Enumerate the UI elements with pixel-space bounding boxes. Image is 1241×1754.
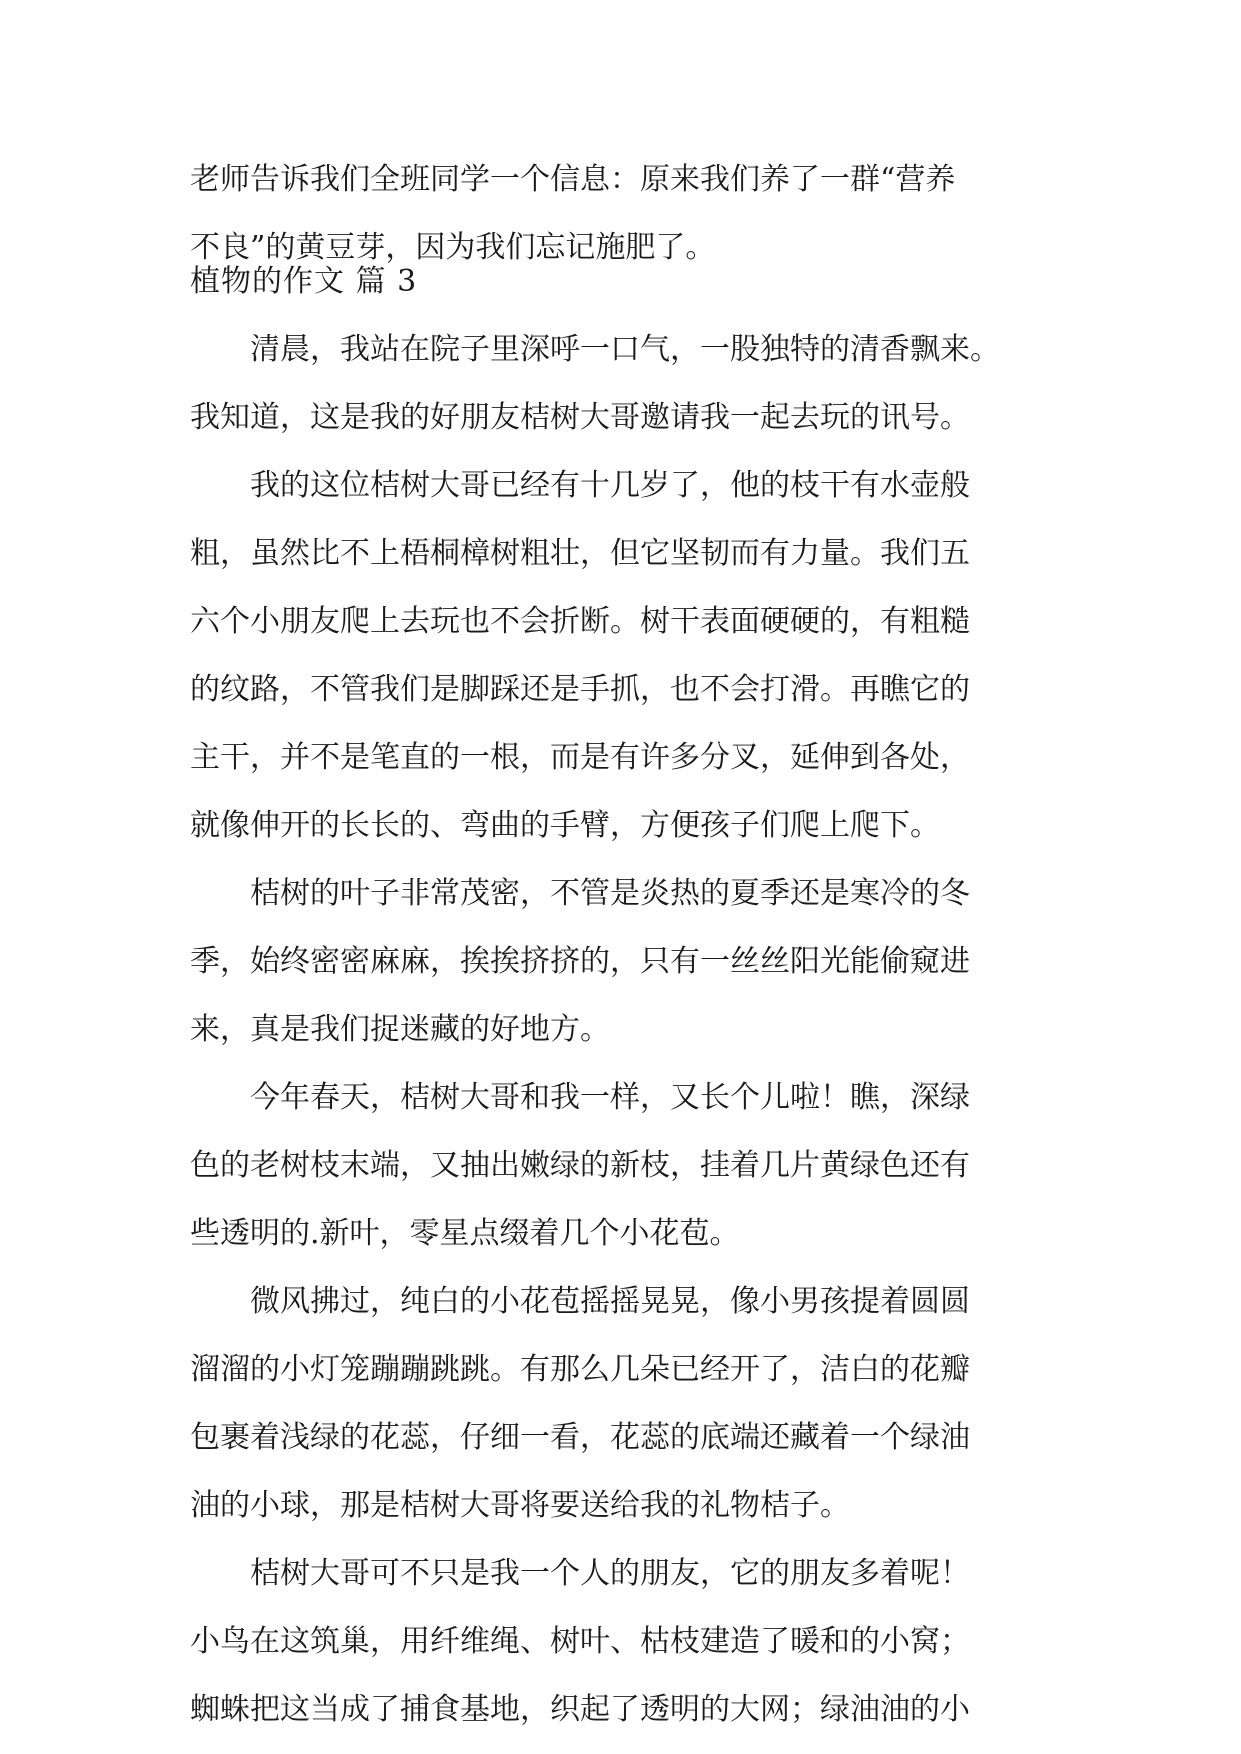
text-line: 桔树的叶子非常茂密，不管是炎热的夏季还是寒冷的冬 (190, 876, 970, 911)
text-line: 季，始终密密麻麻，挨挨挤挤的，只有一丝丝阳光能偷窥进 (190, 944, 970, 979)
text-line: 今年春天，桔树大哥和我一样，又长个儿啦！瞧，深绿 (190, 1080, 970, 1115)
text-line: 微风拂过，纯白的小花苞摇摇晃晃，像小男孩提着圆圆 (190, 1284, 970, 1319)
text-line: 些透明的.新叶，零星点缀着几个小花苞。 (190, 1216, 740, 1251)
text-line: 来，真是我们捉迷藏的好地方。 (190, 1012, 610, 1047)
essay-body (190, 316, 1070, 1744)
section-heading (190, 248, 1070, 316)
text-line: 蜘蛛把这当成了捕食基地，织起了透明的大网；绿油油的小 (190, 1692, 970, 1727)
text-line: 粗，虽然比不上梧桐樟树粗壮，但它坚韧而有力量。我们五 (190, 536, 970, 571)
text-line: 不良”的黄豆芽，因为我们忘记施肥了。 (190, 230, 716, 265)
text-line: 我的这位桔树大哥已经有十几岁了，他的枝干有水壶般 (190, 468, 970, 503)
text-line: 老师告诉我们全班同学一个信息：原来我们养了一群“营养 (190, 162, 956, 197)
text-line: 桔树大哥可不只是我一个人的朋友，它的朋友多着呢！ (190, 1556, 970, 1591)
text-line: 的纹路，不管我们是脚踩还是手抓，也不会打滑。再瞧它的 (190, 672, 970, 707)
section-heading-text: 植物的作文 篇 3 (190, 264, 418, 299)
text-line: 清晨，我站在院子里深呼一口气，一股独特的清香飘来。 (190, 332, 1000, 367)
text-line: 六个小朋友爬上去玩也不会折断。树干表面硬硬的，有粗糙 (190, 604, 970, 639)
text-line: 我知道，这是我的好朋友桔树大哥邀请我一起去玩的讯号。 (190, 400, 970, 435)
text-line: 油的小球，那是桔树大哥将要送给我的礼物桔子。 (190, 1488, 850, 1523)
text-line: 包裹着浅绿的花蕊，仔细一看，花蕊的底端还藏着一个绿油 (190, 1420, 970, 1455)
text-line: 溜溜的小灯笼蹦蹦跳跳。有那么几朵已经开了，洁白的花瓣 (190, 1352, 970, 1387)
text-line: 主干，并不是笔直的一根，而是有许多分叉，延伸到各处， (190, 740, 970, 775)
text-line: 色的老树枝末端，又抽出嫩绿的新枝，挂着几片黄绿色还有 (190, 1148, 970, 1183)
text-line: 小鸟在这筑巢，用纤维绳、树叶、枯枝建造了暖和的小窝； (190, 1624, 970, 1659)
text-line: 就像伸开的长长的、弯曲的手臂，方便孩子们爬上爬下。 (190, 808, 940, 843)
